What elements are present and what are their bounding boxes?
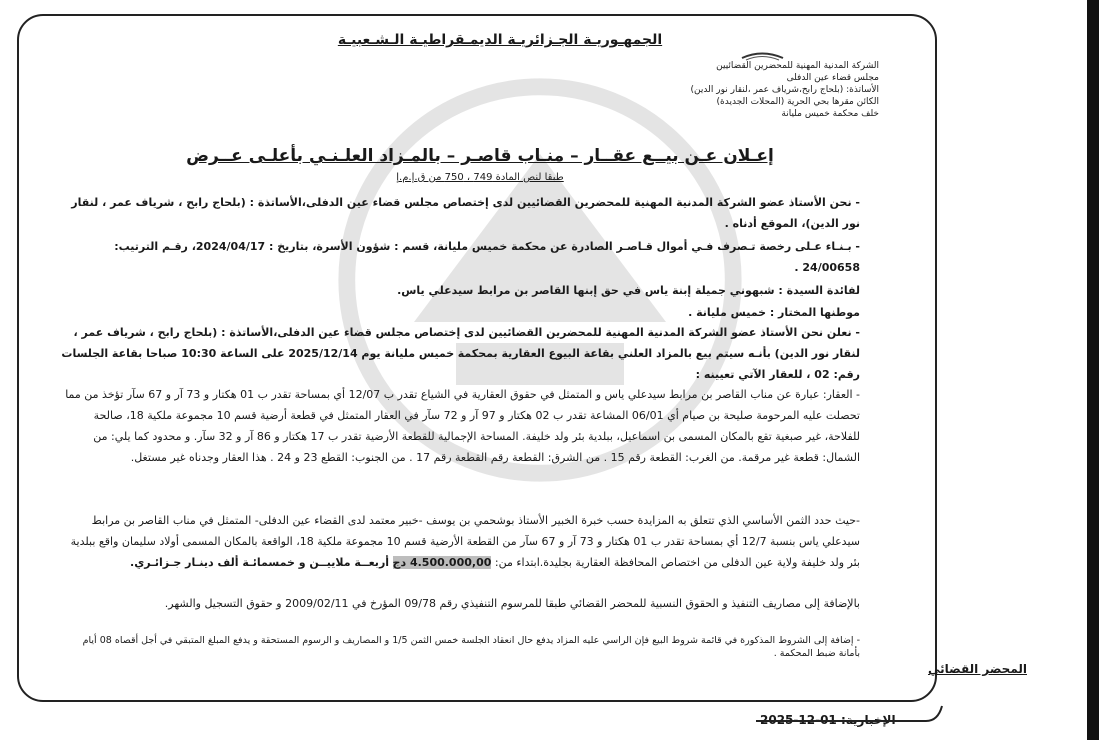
signature-label: المحضر القضائي	[927, 662, 1027, 676]
document-title: الجمهـوريـة الجـزائريـة الديمـقراطيـة الـشـعبيـة	[337, 32, 663, 48]
paragraph-property-description: - العقار: عبارة عن مناب القاصر بن مرابط سيدعلي ياس و المتمثل في حقوق العقارية في الشياع تقدر ب 12/07 أي بمساحة تقدر ب 01 هكتار و 73 آر و 67 سآر تؤخذ من مما تحصلت عليه المرحومة صليحة بن صيام أي 06/01 المشاعة تقدر ب 02 هكتار و 97 آر و 72 سآر في العقار المتمثل في قطعة أرضية قسم 10 مجموعة ملكية 18، صالحة للفلاحة، غير صبغية تقع بالمكان المسمى بن اسماعيل، ببلدية بئر ولد خليفة. المساحة الإجمالية للقطعة الأرضية تقدر ب 17 هكتار و 86 آر و 32 سآر. و محدود كما يلي: من الشمال: قطعة غير مرقمة. من الغرب: القطعة رقم 15 . من الشرق: القطعة رقم القطعة رقم 17 . من الجنوب: القطع 23 و 24 . هذا العقار وجدناه غير مستغل.	[65, 388, 860, 464]
paragraph-domicile: موطنها المختار : خميس مليانة .	[688, 306, 860, 319]
header-line: الأساتذة: (بلحاج رابح،شرياف عمر ،لنقار نور الدين)	[690, 85, 879, 95]
sale-date-text: خميس مليانة يوم 2025/12/14 على الساعة 10:30 صباحا بقاعة الجلسات رقم: 02 ، للعقار الآتي تعيينه :	[61, 347, 860, 381]
paragraph-sale-announcement	[60, 322, 860, 385]
paragraph-fees: بالإضافة إلى مصاريف التنفيذ و الحقوق النسبية للمحضر القضائي طبقا للمرسوم التنفيذي رقم 09/78 المؤرخ في 2009/02/11 و حقوق التسجيل والشهر.	[164, 597, 860, 610]
legal-reference: طبقا لنص المادة 749 ، 750 من ق.إ.م.إ	[396, 172, 564, 183]
footer-curve	[756, 704, 946, 724]
header-line: الكائن مقرها بحي الحرية (المحلات الجديدة)	[716, 97, 879, 107]
header-line: الشركة المدنية المهنية للمحضرين القضائيين	[716, 61, 879, 71]
header-line: مجلس قضاء عين الدفلى	[786, 73, 879, 83]
sale-announcement-text: - نعلن نحن الأستاذ عضو الشركة المدنية المهنية للمحضرين القضائيين لدى إختصاص مجلس قضاء عين الدفلى،الأساتذة : (بلحاج رابح ، شرياف عمر ، لنقار نور الدين) بأنـه سيتم بيع بالمزاد العلني بقاعة البيوع العقارية بمحكمة	[73, 326, 860, 360]
office-header	[579, 60, 879, 120]
paragraph-beneficiary: لفائدة السيدة : شبهوني جميلة إبنة ياس في حق إبنها القاصر بن مرابط سيدعلي ياس.	[397, 284, 860, 297]
paragraph-intro: - نحن الأستاذ عضو الشركة المدنية المهنية للمحضرين القضائيين لدى إختصاص مجلس قضاء عين الدفلى،الأساتذة : (بلحاج رابح ، شرياف عمر ، لنقار نور الدين)، الموقع أدناه .	[71, 196, 860, 230]
footer-publication: الإخبارية: 01-12-2025	[760, 713, 896, 727]
paragraph-conditions: - إضافة إلى الشروط المذكورة في قائمة شروط البيع فإن الراسي عليه المزاد يدفع حال انعقاد الجلسة خمس الثمن 1/5 و المصاريف و الرسوم المستحقة و يدفع المبلغ المتبقي في أجل أقصاه 08 أيام بأمانة ضبط المحكمة .	[82, 635, 860, 659]
header-line: خلف محكمة خميس مليانة	[781, 109, 879, 119]
price-amount: 4.500.000,00 دج	[392, 556, 492, 569]
paragraph-price	[60, 510, 860, 573]
price-in-words: أربعــة ملاييــن و خمسمائـة ألف دينـار جـزائـري.	[130, 556, 390, 569]
announcement-title: إعـلان عـن بيــع عقــار – منـاب قاصـر – بالمـزاد العلـنـي بأعلـى عــرض	[186, 146, 774, 166]
window-edge	[1087, 0, 1099, 740]
paragraph-authorization: - بـنـاء عـلى رخصة تـصرف فـي أموال قـاصـر الصادرة عن محكمة خميس مليانة، قسم : شؤون الأسرة، بتاريخ : 2024/04/17، رقـم الترتيب: 24/00658 .	[114, 240, 860, 274]
price-text: -حيث حدد الثمن الأساسي الذي تتعلق به المزايدة حسب خبرة الخبير الأستاذ بوشحمي بن يوسف -خبير معتمد لدى القضاء عين الدفلى- المتمثل في مناب القاصر بن مرابط سيدعلي ياس بنسبة 12/7 أي بمساحة تقدر ب 01 هكتار و 73 آر و 67 سآر من القطعة الأرضية قسم 10 مجموعة ملكية 18، الواقعة بالمكان المسمى أولاد سليمان واقع ببلدية بئر ولد خليفة ولاية عين الدفلى من اختصاص المحافظة العقارية بجليدة.ابتداء من:	[70, 514, 860, 569]
